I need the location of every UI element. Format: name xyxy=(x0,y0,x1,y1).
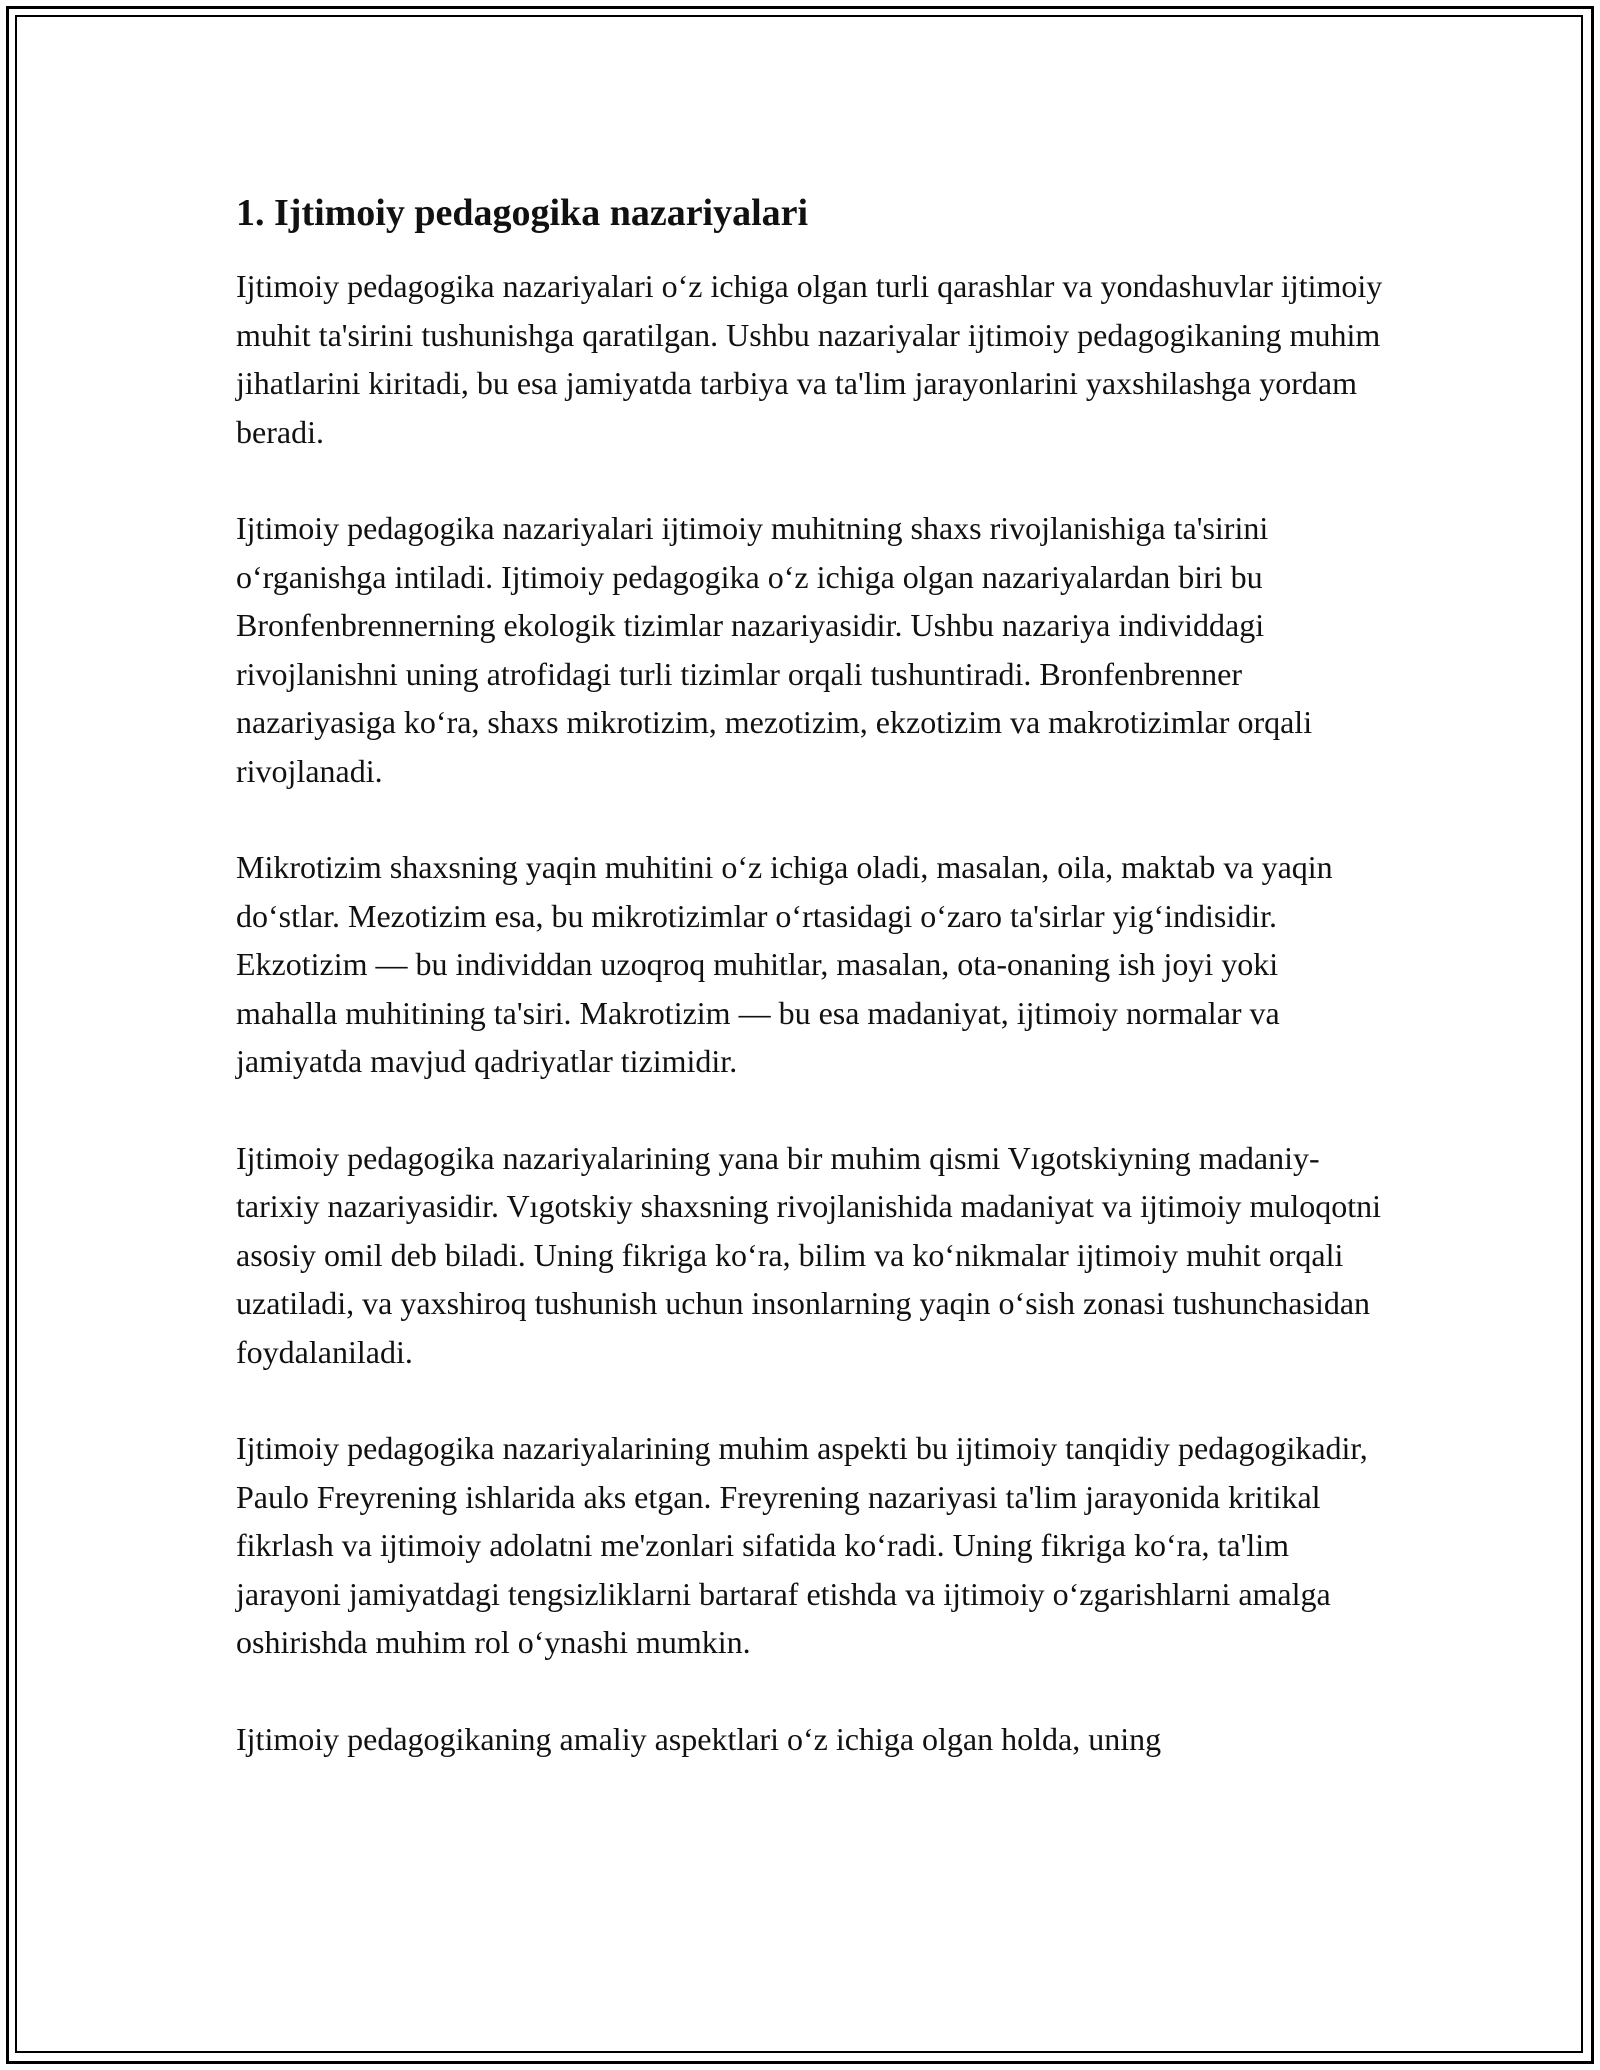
paragraph-4: Ijtimoiy pedagogika nazariyalarining yana bir muhim qismi Vıgotskiyning madaniy-tarixiy nazariyasidir. Vıgotskiy shaxsning rivojlanishida madaniyat va ijtimoiy muloqotni asosiy omil deb biladi. Uning fikriga ko‘ra, bilim va ko‘nikmalar ijtimoiy muhit orqali uzatiladi, va yaxshiroq tushunish uchun insonlarning yaqin o‘sish zonasi tushunchasidan foydalaniladi. xyxy=(236,1139,1382,1370)
section-heading: 1. Ijtimoiy pedagogika nazariyalari xyxy=(236,192,809,234)
paragraph-6: Ijtimoiy pedagogikaning amaliy aspektlari o‘z ichiga olgan holda, uning xyxy=(236,1720,1162,1757)
paragraph-1: Ijtimoiy pedagogika nazariyalari o‘z ichiga olgan turli qarashlar va yondashuvlar ijtimoiy muhit ta'sirini tushunishga qaratilgan. Ushbu nazariyalar ijtimoiy pedagogikaning muhim jihatlarini kiritadi, bu esa jamiyatda tarbiya va ta'lim jarayonlarini yaxshilashga yordam beradi. xyxy=(236,268,1383,450)
paragraph-5: Ijtimoiy pedagogika nazariyalarining muhim aspekti bu ijtimoiy tanqidiy pedagogikadir, Paulo Freyrening ishlarida aks etgan. Freyrening nazariyasi ta'lim jarayonida kritikal fikrlash va ijtimoiy adolatni me'zonlari sifatida ko‘radi. Uning fikriga ko‘ra, ta'lim jarayoni jamiyatdagi tengsizliklarni bartaraf etishda va ijtimoiy o‘zgarishlarni amalga oshirishda muhim rol o‘ynashi mumkin. xyxy=(236,1430,1368,1660)
document-body xyxy=(236,188,1386,1811)
paragraph-2: Ijtimoiy pedagogika nazariyalari ijtimoiy muhitning shaxs rivojlanishiga ta'sirini o‘rganishga intiladi. Ijtimoiy pedagogika o‘z ichiga olgan nazariyalardan biri bu Bronfenbrennerning ekologik tizimlar nazariyasidir. Ushbu nazariya individdagi rivojlanishni uning atrofidagi turli tizimlar orqali tushuntiradi. Bronfenbrenner nazariyasiga ko‘ra, shaxs mikrotizim, mezotizim, ekzotizim va makrotizimlar orqali rivojlanadi. xyxy=(236,510,1313,789)
paragraph-3: Mikrotizim shaxsning yaqin muhitini o‘z ichiga oladi, masalan, oila, maktab va yaqin do‘stlar. Mezotizim esa, bu mikrotizimlar o‘rtasidagi o‘zaro ta'sirlar yig‘indisidir. Ekzotizim — bu individdan uzoqroq muhitlar, masalan, ota-onaning ish joyi yoki mahalla muhitining ta'siri. Makrotizim — bu esa madaniyat, ijtimoiy normalar va jamiyatda mavjud qadriyatlar tizimidir. xyxy=(236,849,1333,1079)
